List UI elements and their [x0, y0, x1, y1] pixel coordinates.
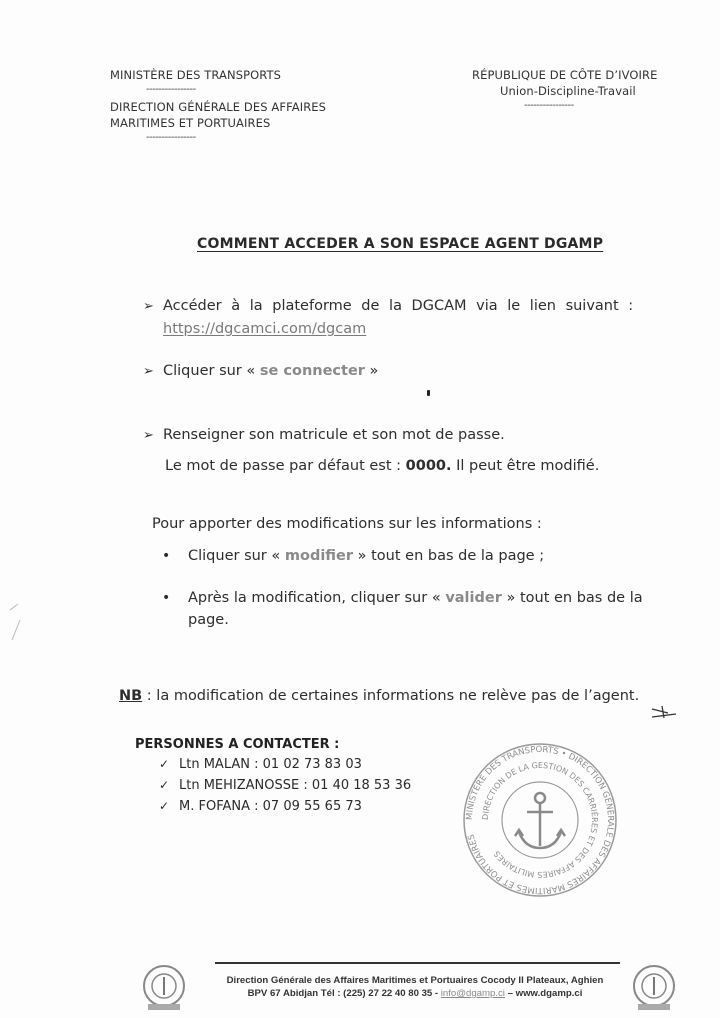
- header-right: [472, 67, 657, 111]
- contacts-section: [135, 737, 411, 817]
- contact-phone: 07 09 55 65 73: [262, 799, 362, 814]
- item-suffix: » tout en bas de la page.: [188, 590, 643, 628]
- contact-phone: 01 40 18 53 36: [311, 778, 412, 793]
- step-credentials: [143, 424, 599, 477]
- separator: ----------------: [146, 132, 196, 143]
- contacts-title: PERSONNES A CONTACTER :: [135, 737, 340, 752]
- validate-keyword: valider: [445, 590, 502, 606]
- anchor-icon: [515, 793, 565, 848]
- stamp-outer-text: MINISTÈRE DES TRANSPORTS • DIRECTION GÉNÉRALE DES AFFAIRES MARITIMES ET PORTUAIRES: [464, 744, 616, 896]
- direction-line-2: MARITIMES ET PORTUAIRES: [110, 116, 271, 130]
- step-access-platform: [143, 295, 671, 340]
- ministry-name: MINISTÈRE DES TRANSPORTS: [110, 68, 282, 82]
- modifications-intro: Pour apporter des modifications sur les informations :: [152, 516, 542, 532]
- footer-email-link[interactable]: info@dgamp.ci: [440, 988, 505, 999]
- nb-note: [119, 685, 639, 707]
- arrow-bullet-icon: ➢: [143, 299, 154, 314]
- bullet-icon: •: [162, 590, 171, 606]
- connect-keyword: se connecter: [259, 363, 365, 379]
- password-note-prefix: Le mot de passe par défaut est :: [165, 458, 406, 474]
- check-icon: ✓: [159, 778, 170, 792]
- direction-line-1: DIRECTION GÉNÉRALE DES AFFAIRES: [110, 100, 327, 114]
- document-title: COMMENT ACCEDER A SON ESPACE AGENT DGAMP: [197, 236, 604, 252]
- contact-item: ✓ Ltn MALAN : 01 02 73 83 03: [159, 754, 411, 775]
- item-suffix: » tout en bas de la page ;: [353, 548, 545, 564]
- step-text: Renseigner son matricule et son mot de passe.: [163, 427, 505, 443]
- footer-divider: [215, 962, 620, 964]
- national-motto: Union-Discipline-Travail: [500, 84, 636, 98]
- arrow-bullet-icon: ➢: [143, 364, 154, 379]
- margin-scribble: [0, 590, 40, 650]
- default-password: 0000.: [405, 458, 452, 474]
- item-prefix: Cliquer sur «: [188, 548, 285, 564]
- check-icon: ✓: [159, 757, 170, 771]
- step-text: Accéder à la plateforme de la DGCAM via le lien suivant :: [163, 298, 634, 314]
- item-prefix: Après la modification, cliquer sur «: [188, 590, 446, 606]
- footer-website: – www.dgamp.ci: [504, 988, 583, 999]
- contact-name: Ltn MEHIZANOSSE: [179, 778, 300, 793]
- contact-name: M. FOFANA: [179, 799, 250, 814]
- password-note-suffix: Il peut être modifié.: [451, 458, 600, 474]
- modify-keyword: modifier: [284, 548, 354, 564]
- step-prefix: Cliquer sur «: [163, 363, 260, 379]
- initials-signature: [648, 703, 682, 721]
- modification-item: [152, 545, 672, 567]
- separator: ----------------: [524, 100, 574, 111]
- modifications-section: [152, 513, 672, 631]
- check-icon: ✓: [159, 799, 170, 813]
- bullet-icon: •: [162, 548, 171, 564]
- modification-item: [152, 587, 672, 631]
- contact-phone: 01 02 73 83 03: [262, 757, 362, 772]
- stamp-inner-text: DIRECTION DE LA GESTION DES CARRIÈRES ET DES AFFAIRES MILITAIRES: [480, 760, 600, 880]
- stray-mark: [427, 390, 430, 396]
- contact-item: ✓ Ltn MEHIZANOSSE : 01 40 18 53 36: [159, 775, 411, 796]
- country-name: RÉPUBLIQUE DE CÔTE D’IVOIRE: [472, 68, 658, 82]
- platform-link[interactable]: https://dgcamci.com/dgcam: [163, 321, 367, 337]
- footer-phone: BPV 67 Abidjan Tél : (225) 27 22 40 80 35 -: [247, 988, 441, 999]
- contact-name: Ltn MALAN: [179, 757, 250, 772]
- official-stamp: [455, 740, 625, 900]
- footer-line-2: [190, 987, 640, 1000]
- footer-address: [190, 974, 640, 1000]
- contact-item: ✓ M. FOFANA : 07 09 55 65 73: [159, 796, 411, 817]
- header-left: [110, 67, 326, 143]
- arrow-bullet-icon: ➢: [143, 428, 154, 443]
- nb-label: NB: [119, 688, 143, 704]
- step-login: [143, 360, 378, 383]
- footer-logo-left: [140, 960, 188, 1018]
- separator: ----------------: [146, 84, 196, 95]
- footer-line-1: Direction Générale des Affaires Maritimes et Portuaires Cocody II Plateaux, Aghien: [226, 975, 604, 986]
- step-suffix: »: [364, 363, 379, 379]
- nb-text: : la modification de certaines informations ne relève pas de l’agent.: [142, 688, 640, 704]
